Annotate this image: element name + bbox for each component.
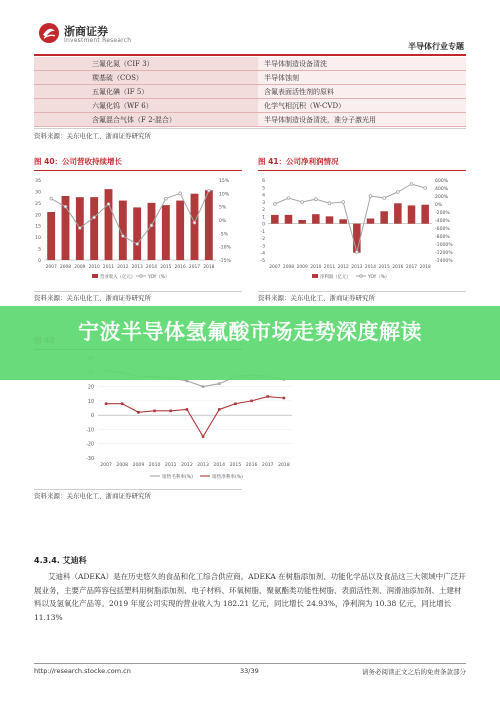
- legend-bar-swatch: [92, 274, 98, 278]
- y-left-tick-label: 15: [35, 224, 41, 230]
- source-divider: [34, 128, 466, 129]
- y-right-tick-label: 10%: [219, 192, 230, 198]
- bar: [90, 197, 98, 260]
- legend-label: YOY（%）: [368, 275, 390, 280]
- bar: [162, 205, 170, 260]
- table-cell: 含氟混合气体（F 2-混合）: [34, 113, 258, 127]
- yoy-point: [164, 197, 167, 200]
- x-tick-label: 2016: [245, 463, 258, 468]
- table-cell: 化学气相沉积（W-CVD）: [258, 99, 466, 113]
- legend-line-marker: [360, 275, 363, 278]
- table-row: [34, 99, 466, 113]
- y-right-tick-label: -400%: [435, 219, 450, 224]
- yoy-point: [355, 251, 358, 254]
- bar: [312, 214, 320, 223]
- series-point: [218, 408, 221, 411]
- x-tick-label: 2009: [296, 265, 308, 270]
- series-point: [137, 411, 140, 414]
- bar: [205, 190, 213, 260]
- x-tick-label: 2010: [310, 265, 322, 270]
- fig41-title: 图 41：公司净利润情况: [258, 157, 339, 166]
- x-tick-label: 2018: [419, 265, 431, 270]
- series-point: [234, 402, 237, 405]
- x-tick-label: 2015: [229, 463, 242, 468]
- x-tick-label: 2016: [392, 265, 404, 270]
- yoy-point: [396, 191, 399, 194]
- table-cell: 六氟化钨（WF 6）: [34, 99, 258, 113]
- y-right-tick-label: 0%: [435, 203, 443, 208]
- y-left-tick-label: 5: [262, 186, 265, 192]
- x-tick-label: 2007: [100, 463, 112, 468]
- y-right-tick-label: -1400%: [435, 259, 453, 264]
- y-left-tick-label: 0: [262, 222, 265, 228]
- yoy-point: [50, 197, 53, 200]
- table-cell: 半导体制造设备清洗，准分子激光用: [258, 113, 466, 127]
- y-tick-label: 10: [87, 399, 94, 405]
- yoy-point: [107, 203, 110, 206]
- table-row: [34, 113, 466, 127]
- bar: [394, 203, 402, 223]
- x-tick-label: 2013: [197, 463, 209, 468]
- bar: [380, 211, 388, 223]
- x-tick-label: 2011: [164, 463, 177, 468]
- x-tick-label: 2012: [337, 265, 349, 270]
- page-number: 33/39: [240, 667, 259, 675]
- x-tick-label: 2009: [132, 463, 145, 468]
- bar: [298, 220, 306, 224]
- table-cell: 半导体制造设备清洗: [258, 57, 466, 71]
- y-right-tick-label: -800%: [435, 235, 450, 240]
- yoy-point: [328, 202, 331, 205]
- fig42-source: 资料来源：关东电化工、浙商证券研究所: [34, 492, 151, 500]
- yoy-point: [193, 221, 196, 224]
- y-right-tick-label: 5%: [219, 205, 227, 211]
- brand-logo-icon: [38, 22, 60, 44]
- yoy-point: [342, 201, 345, 204]
- series-point: [105, 402, 108, 405]
- y-right-tick-label: 600%: [435, 179, 449, 184]
- fig41-chart: [254, 174, 474, 288]
- y-tick-label: -20: [86, 442, 94, 448]
- y-right-tick-label: 400%: [435, 187, 449, 192]
- x-tick-label: 2010: [88, 265, 100, 270]
- fig41-source: 资料来源：关东电化工、浙商证券研究所: [258, 294, 375, 302]
- yoy-point: [273, 203, 276, 206]
- x-tick-label: 2008: [59, 265, 72, 270]
- bar: [408, 205, 416, 223]
- legend-label: 净利润（亿元）: [320, 275, 351, 280]
- x-tick-label: 2017: [405, 265, 418, 270]
- brand-name: 浙商证券: [64, 25, 108, 38]
- table-cell: 半导体蚀刻: [258, 71, 466, 85]
- yoy-point: [369, 195, 372, 198]
- x-tick-label: 2011: [323, 265, 336, 270]
- bar: [353, 224, 361, 253]
- y-left-tick-label: 4: [262, 193, 265, 199]
- x-tick-label: 2014: [145, 265, 158, 270]
- brand-name-en: Investment Research: [64, 37, 132, 44]
- series-point: [121, 402, 124, 405]
- yoy-point: [179, 192, 182, 195]
- yoy-point: [150, 224, 153, 227]
- y-left-tick-label: 0: [38, 259, 41, 264]
- table-row: [34, 57, 466, 71]
- y-left-tick-label: 5: [38, 247, 41, 253]
- yoy-point: [424, 187, 427, 190]
- disclaimer-note: 请务必阅读正文之后的免责条款部分: [362, 668, 466, 676]
- series-point: [218, 382, 221, 385]
- y-right-tick-label: -5%: [219, 232, 228, 238]
- y-left-tick-label: 3: [262, 200, 265, 206]
- y-right-tick-label: -200%: [435, 211, 450, 216]
- y-right-tick-label: -10%: [219, 245, 231, 251]
- y-right-tick-label: -600%: [435, 227, 450, 232]
- y-right-tick-label: 0%: [219, 219, 227, 224]
- x-tick-label: 2017: [188, 265, 201, 270]
- fig40-title: 图 40：公司营收持续增长: [34, 157, 123, 166]
- x-tick-label: 2012: [117, 265, 129, 270]
- title-banner: [0, 306, 500, 380]
- fig40-title-divider: [34, 170, 242, 171]
- yoy-point: [383, 197, 386, 200]
- y-left-tick-label: 30: [35, 190, 41, 196]
- header-divider: [34, 54, 466, 56]
- x-tick-label: 2014: [364, 265, 377, 270]
- y-tick-label: 0: [90, 414, 94, 420]
- x-tick-label: 2018: [278, 463, 290, 468]
- y-right-tick-label: -1200%: [435, 251, 453, 256]
- y-left-tick-label: 1: [262, 215, 265, 221]
- fig40-source: 资料来源：关东电化工、浙商证券研究所: [34, 294, 151, 302]
- y-right-tick-label: 15%: [219, 179, 230, 184]
- legend-line-marker: [140, 275, 143, 278]
- yoy-point: [121, 235, 124, 238]
- y-left-tick-label: -2: [260, 237, 265, 243]
- fig40-chart: [30, 174, 250, 288]
- series-point: [186, 408, 189, 411]
- legend-label: 销售净利率(%): [212, 475, 243, 480]
- y-left-tick-label: 10: [35, 236, 41, 242]
- yoy-point: [314, 198, 317, 201]
- yoy-point: [64, 205, 67, 208]
- table-cell: 含氟表面活性剂的原料: [258, 85, 466, 99]
- x-tick-label: 2013: [351, 265, 363, 270]
- bar: [285, 215, 293, 224]
- x-tick-label: 2011: [102, 265, 115, 270]
- bar: [105, 189, 113, 260]
- series-point: [202, 435, 205, 438]
- x-tick-label: 2013: [131, 265, 143, 270]
- x-tick-label: 2015: [378, 265, 390, 270]
- fig41-title-divider: [258, 170, 466, 171]
- yoy-point: [410, 183, 413, 186]
- series-point: [153, 410, 156, 413]
- footer-divider: [34, 663, 466, 664]
- bar: [339, 219, 347, 223]
- y-left-tick-label: 2: [262, 208, 265, 214]
- x-tick-label: 2015: [160, 265, 172, 270]
- table-row: [34, 85, 466, 99]
- x-tick-label: 2007: [45, 265, 57, 270]
- y-left-tick-label: 20: [35, 213, 41, 219]
- y-left-tick-label: -5: [260, 259, 265, 264]
- yoy-point: [287, 197, 290, 200]
- footer-url[interactable]: http://research.stocke.com.cn: [34, 667, 131, 675]
- yoy-point: [301, 201, 304, 204]
- yoy-line: [51, 191, 209, 244]
- x-tick-label: 2016: [174, 265, 186, 270]
- fig41-source-divider: [258, 291, 466, 292]
- y-right-tick-label: 200%: [435, 195, 449, 200]
- x-tick-label: 2007: [269, 265, 281, 270]
- section-paragraph: 艾迪科（ADEKA）是在历史悠久的食品和化工综合供应商。ADEKA 在树脂添加剂、功能化学品以及食品这三大领域中广泛开展业务，主要产品阵容包括塑料用树脂添加剂、电子材料、环氧树脂、聚氨酯类功能性树脂、表面活性剂、润滑油添加剂、土建材料以及氢氧化产品等。2019 年度公司实现的营业收入为 182.21 亿元，同比增长 24.93%，净利润为 10.38 亿元，同比增长 11.13%: [34, 572, 466, 622]
- gas-table: [34, 57, 466, 127]
- y-left-tick-label: 6: [262, 179, 265, 184]
- y-tick-label: -30: [86, 457, 94, 462]
- series-point: [283, 397, 286, 400]
- bar: [421, 205, 429, 224]
- bar: [191, 194, 199, 260]
- x-tick-label: 2008: [116, 463, 129, 468]
- section-heading: 4.3.4. 艾迪科: [34, 556, 87, 565]
- bar: [176, 201, 184, 260]
- legend-label: 营业收入（亿元）: [100, 275, 136, 280]
- y-left-tick-label: 25: [35, 201, 41, 207]
- x-tick-label: 2008: [282, 265, 295, 270]
- y-tick-label: 20: [87, 385, 94, 391]
- y-tick-label: -10: [86, 428, 94, 434]
- table-cell: 五氟化碘（IF 5）: [34, 85, 258, 99]
- bar: [47, 212, 55, 260]
- series-point: [266, 395, 269, 398]
- table-cell: 羰基硫（COS）: [34, 71, 258, 85]
- x-tick-label: 2018: [203, 265, 215, 270]
- x-tick-label: 2017: [261, 463, 274, 468]
- yoy-line: [275, 184, 425, 252]
- series-point: [250, 400, 253, 403]
- y-right-tick-label: -1000%: [435, 243, 453, 248]
- yoy-point: [78, 227, 81, 230]
- yoy-point: [207, 189, 210, 192]
- bar: [326, 216, 334, 223]
- table-row: [34, 71, 466, 85]
- y-left-tick-label: -3: [260, 244, 265, 250]
- fig42-source-divider: [34, 489, 242, 490]
- banner-title: 宁波半导体氢氟酸市场走势深度解读: [78, 320, 422, 344]
- y-left-tick-label: -1: [260, 229, 265, 235]
- legend-label: 销售毛利率(%): [162, 475, 193, 480]
- yoy-point: [93, 216, 96, 219]
- series-line: [106, 397, 284, 437]
- x-tick-label: 2012: [181, 463, 193, 468]
- bar: [133, 207, 141, 260]
- fig40-source-divider: [34, 291, 242, 292]
- legend-label: YOY（%）: [148, 275, 170, 280]
- y-left-tick-label: 35: [35, 179, 41, 184]
- legend-bar-swatch: [312, 274, 318, 278]
- series-point: [202, 385, 205, 388]
- y-left-tick-label: -4: [260, 251, 265, 257]
- y-right-tick-label: -15%: [219, 259, 231, 264]
- series-point: [169, 410, 172, 413]
- bar: [271, 215, 279, 224]
- page-header: [0, 0, 500, 60]
- bar: [148, 203, 156, 260]
- yoy-point: [136, 243, 139, 246]
- report-type: 半导体行业专题: [408, 42, 464, 51]
- x-tick-label: 2014: [213, 463, 226, 468]
- table-source: 资料来源：关东电化工、浙商证券研究所: [34, 132, 151, 140]
- table-cell: 三氟化氮（CIF 3）: [34, 57, 258, 71]
- x-tick-label: 2010: [148, 463, 161, 468]
- x-tick-label: 2009: [74, 265, 86, 270]
- bar: [367, 219, 375, 224]
